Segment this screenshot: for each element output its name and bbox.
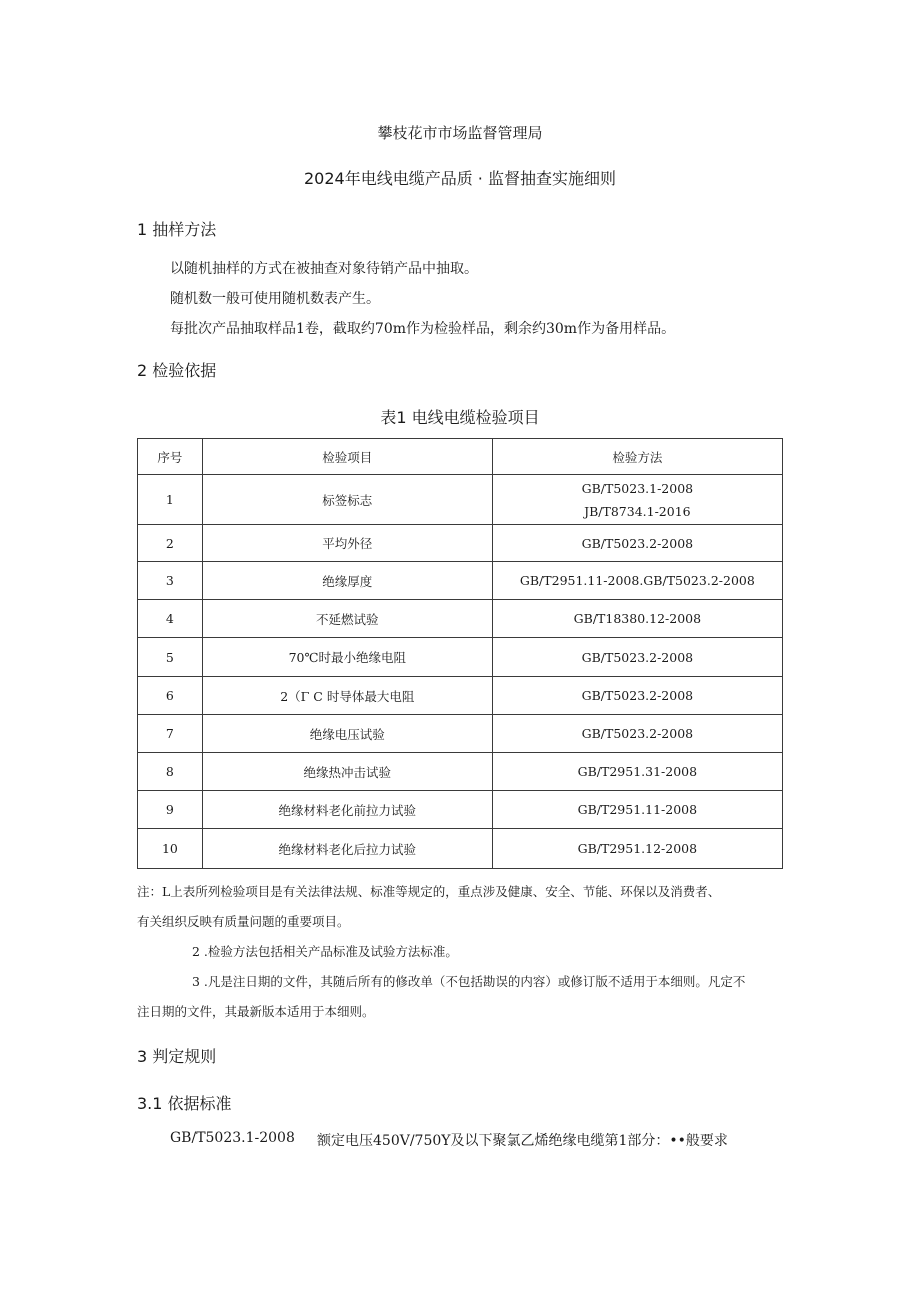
row-no: 1	[138, 475, 203, 525]
row-method	[492, 475, 782, 525]
row-item: 平均外径	[202, 525, 492, 562]
row-item: 2（Γ C 时导体最大电阻	[202, 677, 492, 715]
table-row	[138, 562, 783, 600]
organization-name: 攀枝花市市场监督管理局	[377, 124, 543, 142]
table-row	[138, 715, 783, 753]
row-item: 绝缘厚度	[202, 562, 492, 600]
column-header-method: 检验方法	[492, 439, 782, 475]
column-header-no: 序号	[138, 439, 203, 475]
row-method: GB/T2951.11-2008.GB/T5023.2-2008	[492, 562, 782, 600]
row-method-line-1: GB/T5023.1-2008	[581, 480, 694, 496]
row-method: GB/T2951.12-2008	[492, 829, 782, 869]
row-method: GB/T5023.2-2008	[492, 638, 782, 677]
row-item: 绝缘热冲击试验	[202, 753, 492, 791]
section-3-1-heading: 3.1 依据标准	[137, 1094, 232, 1113]
row-method: GB/T5023.2-2008	[492, 525, 782, 562]
table-row	[138, 829, 783, 869]
inspection-items-table	[137, 438, 783, 869]
section-1-paragraph-2: 随机数一般可使用随机数表产生。	[170, 291, 380, 307]
table-row	[138, 600, 783, 638]
row-item: 标签标志	[202, 475, 492, 525]
row-no: 9	[138, 791, 203, 829]
table-header-row	[138, 439, 783, 475]
table-row	[138, 677, 783, 715]
standard-name: 额定电压450V/750Y及以下聚氯乙烯绝缘电缆第1部分：••般要求	[317, 1133, 728, 1149]
document-title: 2024年电线电缆产品质 · 监督抽查实施细则	[304, 169, 616, 188]
standard-code: GB/T5023.1-2008	[170, 1130, 295, 1146]
row-no: 4	[138, 600, 203, 638]
row-item: 不延燃试验	[202, 600, 492, 638]
row-method: GB/T5023.2-2008	[492, 677, 782, 715]
table-note-1: 注：L上表所列检验项目是有关法律法规、标准等规定的，重点涉及健康、安全、节能、环保以及消费者、	[137, 884, 721, 899]
section-3-heading: 3 判定规则	[137, 1047, 217, 1066]
row-no: 8	[138, 753, 203, 791]
row-method: GB/T2951.31-2008	[492, 753, 782, 791]
table-note-1-continued: 有关组织反映有质量问题的重要项目。	[137, 914, 350, 929]
table-title: 表1 电线电缆检验项目	[380, 408, 540, 427]
row-no: 6	[138, 677, 203, 715]
section-1-paragraph-1: 以随机抽样的方式在被抽查对象待销产品中抽取。	[170, 261, 478, 277]
column-header-item: 检验项目	[202, 439, 492, 475]
row-no: 10	[138, 829, 203, 869]
row-no: 7	[138, 715, 203, 753]
section-1-heading: 1 抽样方法	[137, 220, 217, 239]
row-item: 绝缘材料老化后拉力试验	[202, 829, 492, 869]
section-2-heading: 2 检验依据	[137, 361, 217, 380]
table-note-2: 2 .检验方法包括相关产品标准及试验方法标准。	[192, 944, 458, 959]
table-row	[138, 475, 783, 525]
row-item: 绝缘材料老化前拉力试验	[202, 791, 492, 829]
row-no: 2	[138, 525, 203, 562]
row-item: 70℃时最小绝缘电阻	[202, 638, 492, 677]
row-method: GB/T2951.11-2008	[492, 791, 782, 829]
table-note-3-continued: 注日期的文件，其最新版本适用于本细则。	[137, 1004, 375, 1019]
row-item: 绝缘电压试验	[202, 715, 492, 753]
table-row	[138, 791, 783, 829]
table-row	[138, 525, 783, 562]
section-1-paragraph-3: 每批次产品抽取样品1卷，截取约70m作为检验样品，剩余约30m作为备用样品。	[170, 321, 676, 337]
table-row	[138, 638, 783, 677]
row-no: 5	[138, 638, 203, 677]
table-row	[138, 753, 783, 791]
table-note-3: 3 .凡是注日期的文件，其随后所有的修改单（不包括勘误的内容）或修订版不适用于本细则。凡定不	[192, 974, 746, 989]
row-method: GB/T18380.12-2008	[492, 600, 782, 638]
row-method-line-2: JB/T8734.1-2016	[584, 503, 691, 519]
row-method: GB/T5023.2-2008	[492, 715, 782, 753]
row-no: 3	[138, 562, 203, 600]
